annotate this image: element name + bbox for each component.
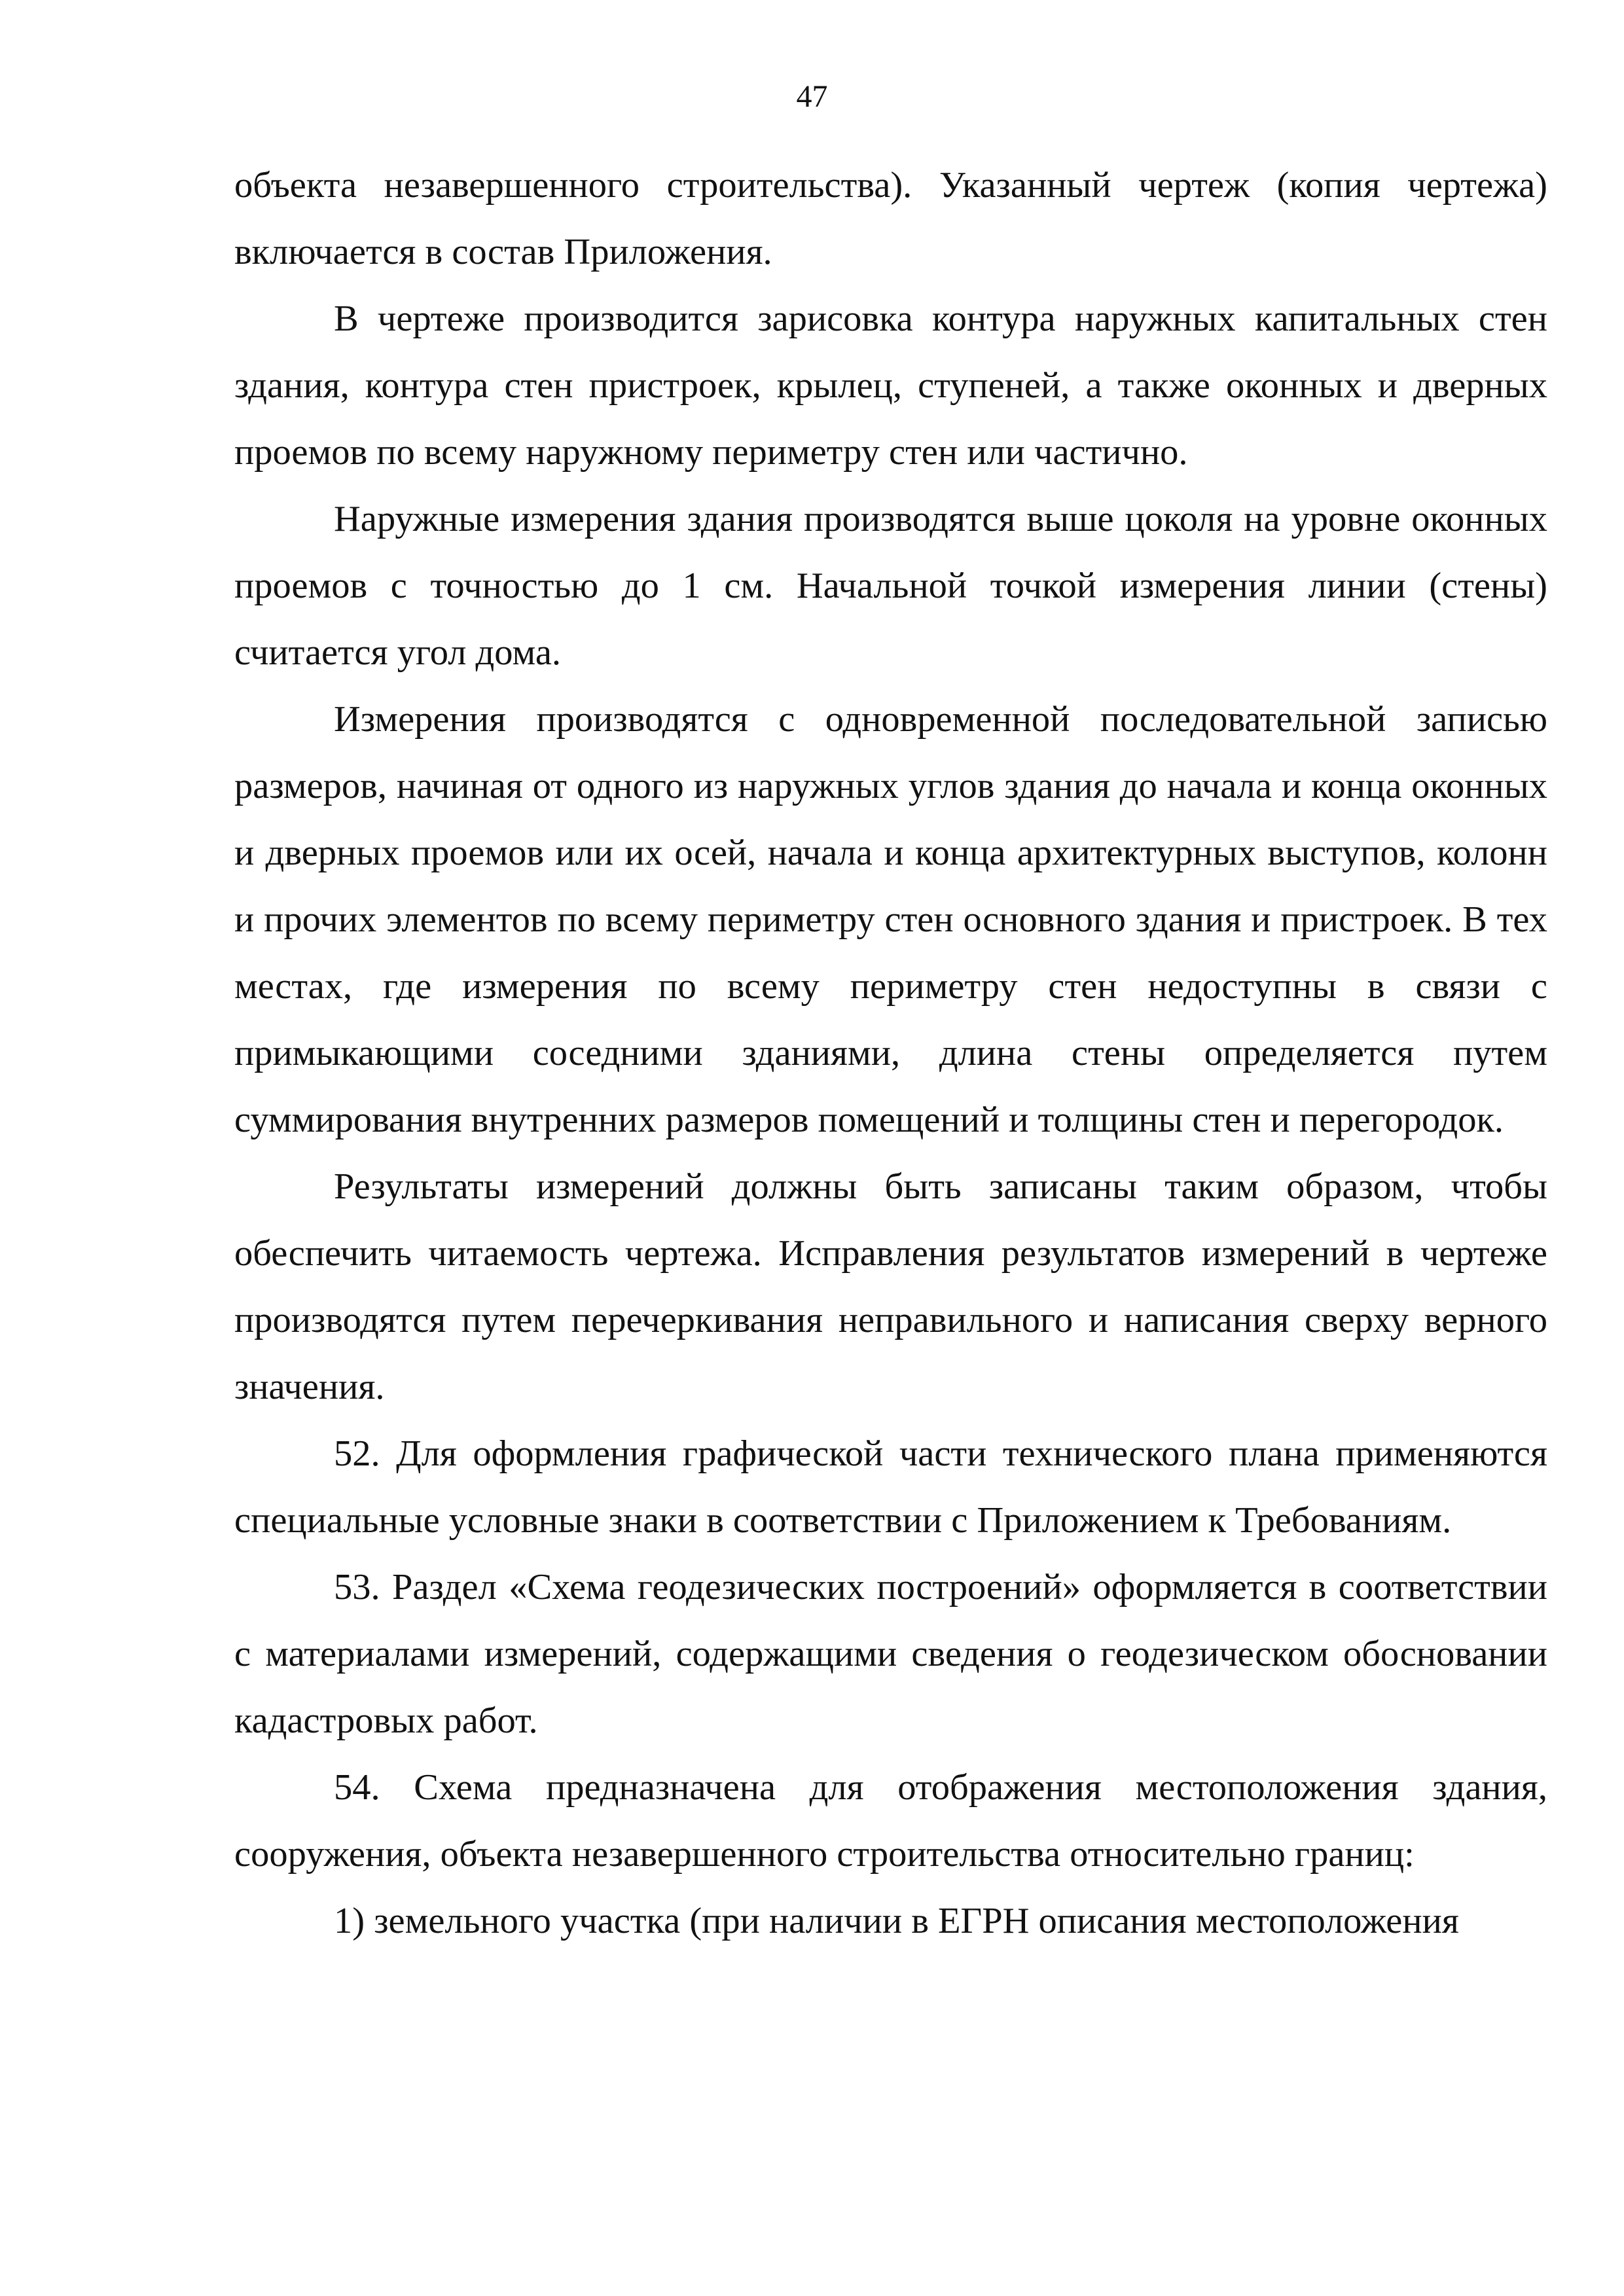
- paragraph-3: Наружные измерения здания производятся выше цоколя на уровне оконных проемов с точностью до 1 см. Начальной точкой измерения линии (стены) считается угол дома.: [234, 499, 1547, 673]
- paragraph-5: Результаты измерений должны быть записаны таким образом, чтобы обеспечить читаемость чертежа. Исправления результатов измерений в чертеже производятся путем перечеркивания неправильного и написания сверху верного значения.: [234, 1166, 1547, 1407]
- document-body: [234, 152, 1547, 1954]
- paragraph-subitem-1: 1) земельного участка (при наличии в ЕГРН описания местоположения: [334, 1901, 1459, 1941]
- paragraph-1: объекта незавершенного строительства). Указанный чертеж (копия чертежа) включается в состав Приложения.: [234, 165, 1547, 272]
- paragraph-item-53: 53. Раздел «Схема геодезических построений» оформляется в соответствии с материалами измерений, содержащими сведения о геодезическом обосновании кадастровых работ.: [234, 1567, 1547, 1741]
- paragraph-item-52: 52. Для оформления графической части технического плана применяются специальные условные знаки в соответствии с Приложением к Требованиям.: [234, 1433, 1547, 1541]
- paragraph-item-54: 54. Схема предназначена для отображения местоположения здания, сооружения, объекта незавершенного строительства относительно границ:: [234, 1767, 1547, 1874]
- page-number: 47: [796, 79, 828, 114]
- paragraph-2: В чертеже производится зарисовка контура наружных капитальных стен здания, контура стен пристроек, крылец, ступеней, а также оконных и дверных проемов по всему наружному периметру стен или частично.: [234, 298, 1547, 473]
- paragraph-4: Измерения производятся с одновременной последовательной записью размеров, начиная от одного из наружных углов здания до начала и конца оконных и дверных проемов или их осей, начала и конца архитектурных выступов, колонн и прочих элементов по всему периметру стен основного здания и пристроек. В тех местах, где измерения по всему периметру стен недоступны в связи с примыкающими соседними зданиями, длина стены определяется путем суммирования внутренних размеров помещений и толщины стен и перегородок.: [234, 699, 1547, 1140]
